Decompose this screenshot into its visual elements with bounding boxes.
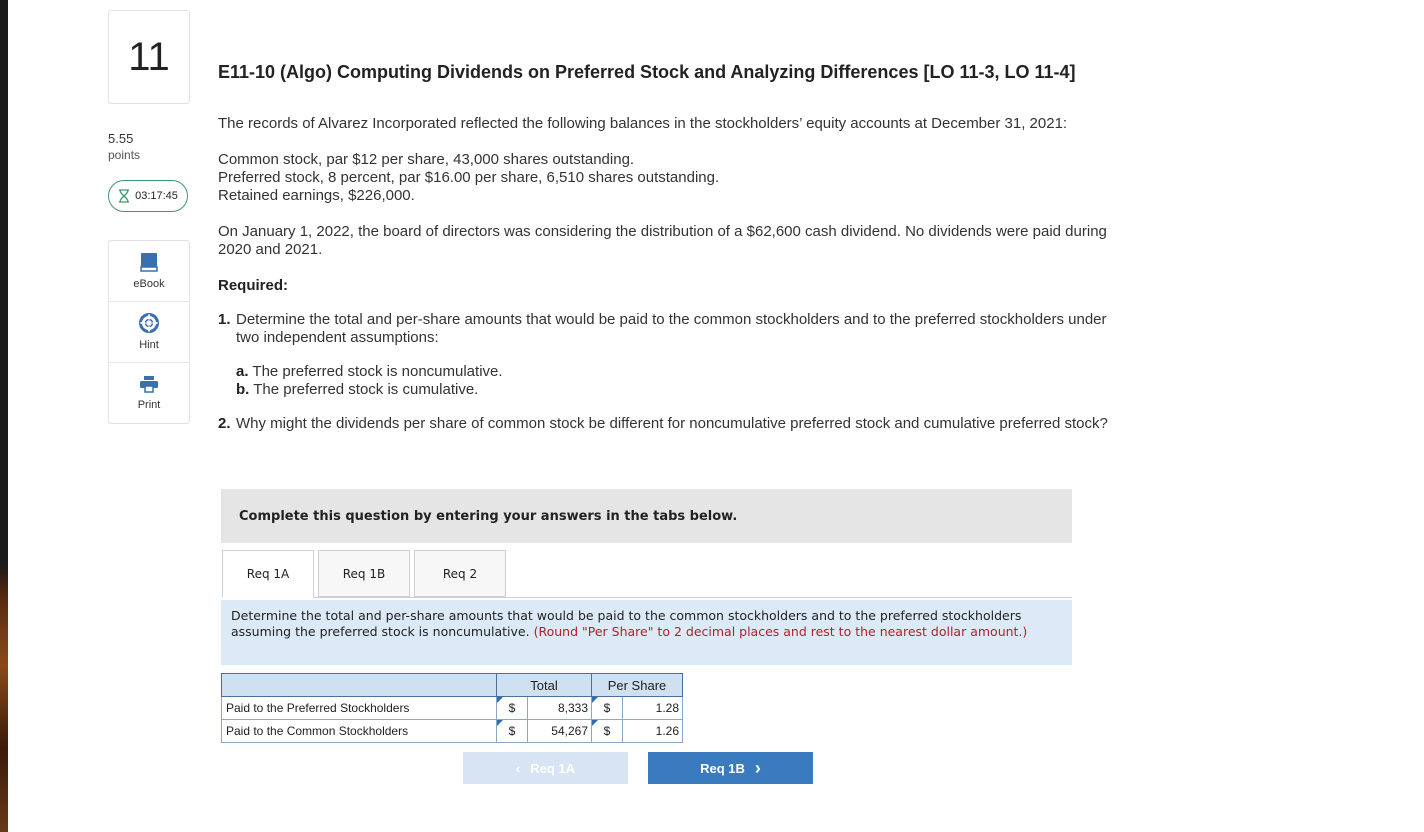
book-icon xyxy=(140,252,158,272)
hourglass-icon xyxy=(118,189,130,203)
per-share-currency: $ xyxy=(592,697,623,720)
balance-item: Retained earnings, $226,000. xyxy=(218,187,415,204)
balance-item: Preferred stock, 8 percent, par $16.00 per share, 6,510 shares outstanding. xyxy=(218,169,720,186)
tab-req-1b[interactable]: Req 1B xyxy=(318,550,410,597)
req1b-letter: b. xyxy=(236,381,250,398)
tool-panel xyxy=(108,240,190,424)
problem-title: E11-10 (Algo) Computing Dividends on Preferred Stock and Analyzing Differences [LO 11-3, LO 11-4] xyxy=(218,62,1076,82)
tab-instruction xyxy=(221,600,1072,665)
print-button[interactable] xyxy=(109,363,189,423)
req2-number: 2. xyxy=(218,415,231,432)
table-row xyxy=(222,720,683,743)
ebook-label: eBook xyxy=(133,278,165,290)
balances-list xyxy=(218,151,719,205)
req1b-text: The preferred stock is cumulative. xyxy=(253,381,479,398)
cell-marker xyxy=(592,697,598,703)
total-input[interactable]: 8,333 xyxy=(528,697,592,720)
complete-instruction-bar: Complete this question by entering your answers in the tabs below. xyxy=(221,489,1072,543)
header-blank xyxy=(222,674,497,697)
total-input[interactable]: 54,267 xyxy=(528,720,592,743)
per-share-input[interactable]: 1.28 xyxy=(623,697,683,720)
printer-icon xyxy=(139,375,159,393)
header-total: Total xyxy=(497,674,592,697)
timer-value: 03:17:45 xyxy=(135,190,178,202)
req2-text: Why might the dividends per share of common stock be different for noncumulative preferred stock and cumulative preferred stock? xyxy=(236,415,1108,432)
header-per-share: Per Share xyxy=(592,674,683,697)
chevron-right-icon: › xyxy=(754,757,761,778)
requirement-2 xyxy=(218,415,1123,433)
hint-button[interactable] xyxy=(109,302,189,363)
ebook-button[interactable] xyxy=(109,241,189,302)
total-currency: $ xyxy=(497,697,528,720)
tab-req-2[interactable]: Req 2 xyxy=(414,550,506,597)
tab-bar xyxy=(222,550,506,598)
question-number: 11 xyxy=(108,10,190,104)
rounding-note: (Round "Per Share" to 2 decimal places and rest to the nearest dollar amount.) xyxy=(533,624,1028,639)
balance-item: Common stock, par $12 per share, 43,000 shares outstanding. xyxy=(218,151,635,168)
requirement-1 xyxy=(218,311,1128,347)
points-label: points xyxy=(108,148,141,162)
intro-text: The records of Alvarez Incorporated reflected the following balances in the stockholders’ equity accounts at December 31, 2021: xyxy=(218,115,1068,132)
req1b xyxy=(218,381,503,399)
required-heading: Required: xyxy=(218,277,289,294)
hint-label: Hint xyxy=(139,339,159,351)
points-display xyxy=(108,131,140,163)
table-row xyxy=(222,697,683,720)
req1a-letter: a. xyxy=(236,363,249,380)
req1a-text: The preferred stock is noncumulative. xyxy=(252,363,503,380)
per-share-currency: $ xyxy=(592,720,623,743)
next-tab-button[interactable] xyxy=(648,752,813,784)
timer xyxy=(108,180,188,212)
table-header-row xyxy=(222,674,683,697)
req1-text: Determine the total and per-share amounts that would be paid to the common stockholders and to the preferred stockholders under two independent assumptions: xyxy=(236,311,1107,346)
prev-tab-label: Req 1A xyxy=(530,760,576,776)
points-value: 5.55 xyxy=(108,131,134,146)
window-edge xyxy=(0,0,8,832)
answer-table xyxy=(221,673,683,743)
instruction-text: Determine the total and per-share amounts that would be paid to the common stockholders and to the preferred stockholders assuming the preferred stock is noncumulative. xyxy=(231,608,1022,639)
lifebuoy-icon xyxy=(139,313,159,333)
prev-tab-button[interactable] xyxy=(463,752,628,784)
req1-number: 1. xyxy=(218,311,231,328)
row-label: Paid to the Common Stockholders xyxy=(222,720,497,743)
scenario-text: On January 1, 2022, the board of directors was considering the distribution of a $62,600 cash dividend. No dividends were paid during 2020 and 2021. xyxy=(218,223,1107,258)
print-label: Print xyxy=(137,399,161,411)
row-label: Paid to the Preferred Stockholders xyxy=(222,697,497,720)
tab-req-1a[interactable]: Req 1A xyxy=(222,550,314,598)
cell-marker xyxy=(497,697,503,703)
cell-marker xyxy=(592,720,598,726)
next-tab-label: Req 1B xyxy=(700,760,745,776)
cell-marker xyxy=(497,720,503,726)
per-share-input[interactable]: 1.26 xyxy=(623,720,683,743)
chevron-left-icon: ‹ xyxy=(515,760,521,776)
requirement-1-parts xyxy=(218,363,503,399)
req1a xyxy=(218,363,503,381)
total-currency: $ xyxy=(497,720,528,743)
